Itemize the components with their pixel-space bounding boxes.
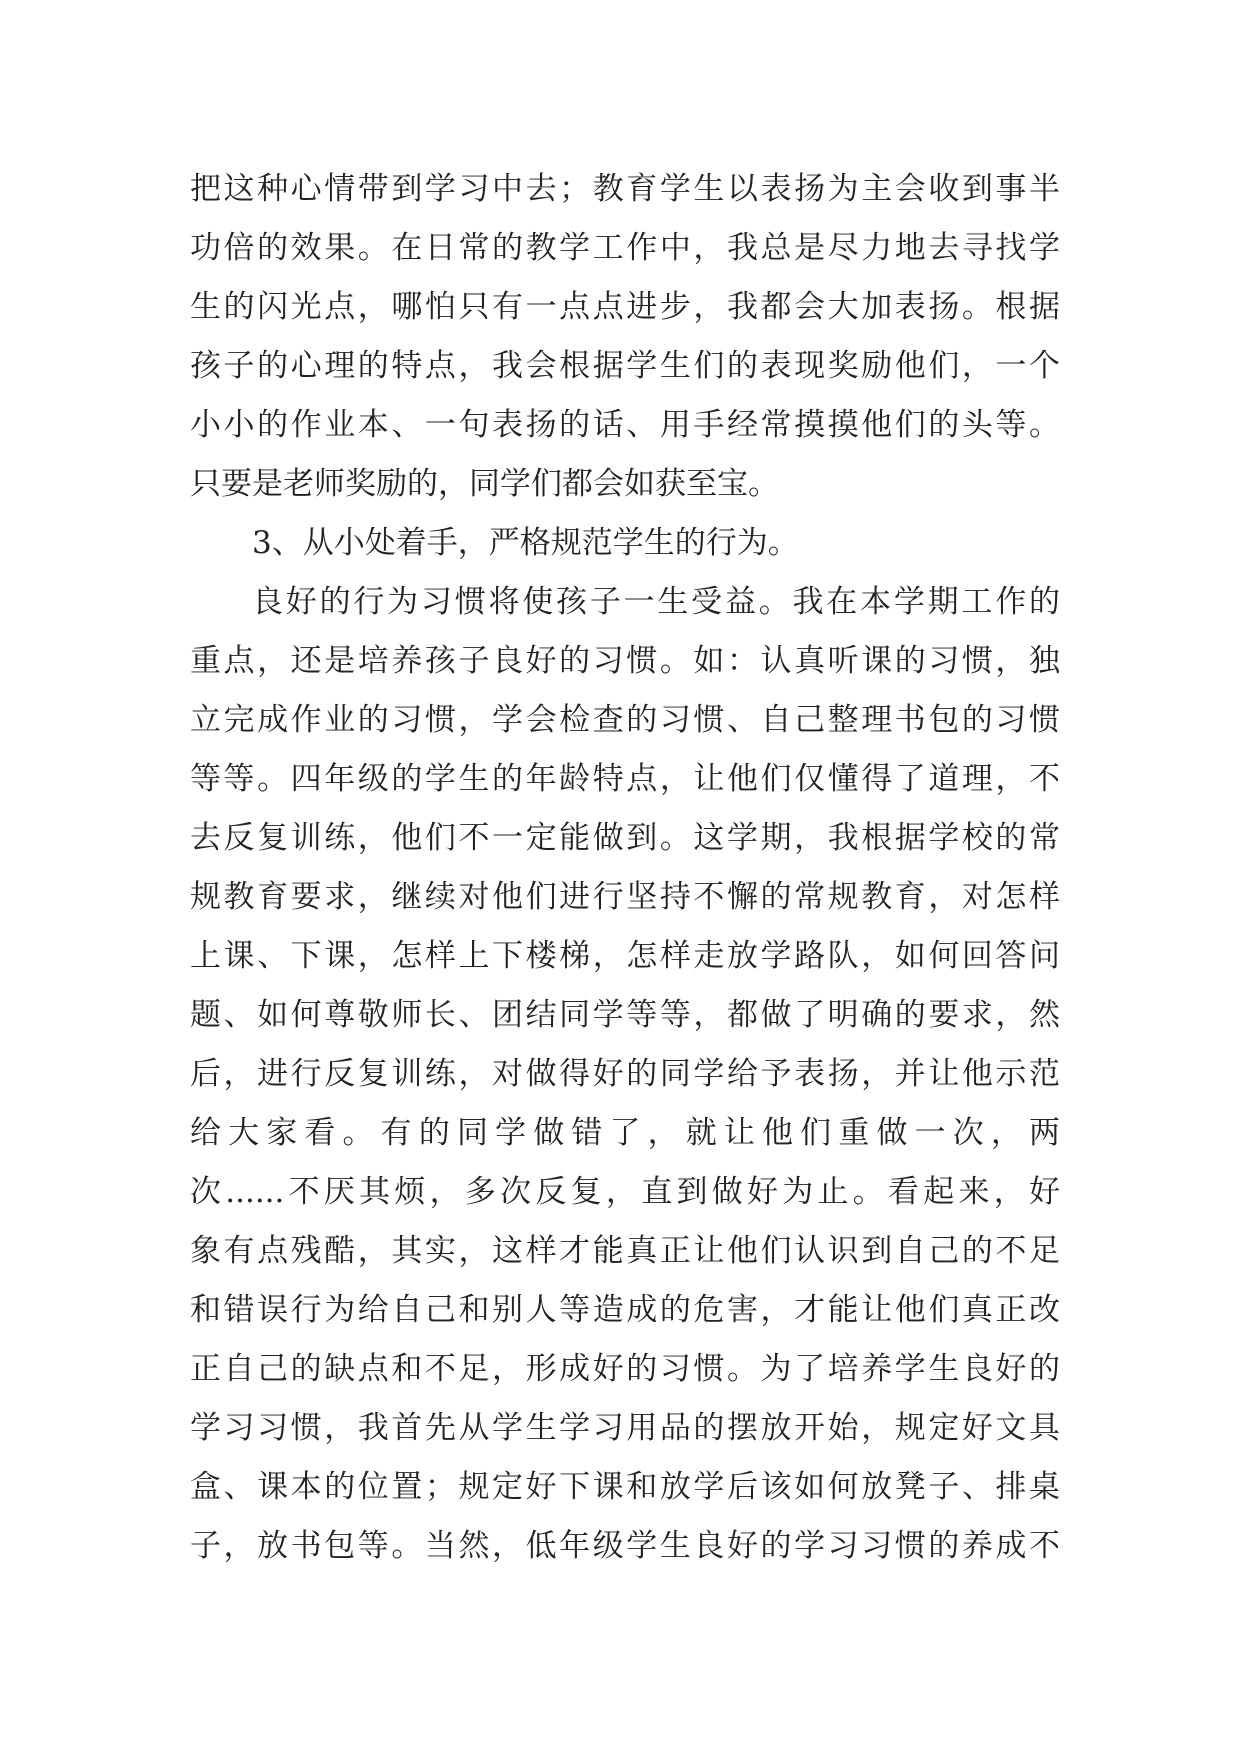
body-text xyxy=(190,160,1060,1576)
text-line: 生的闪光点，哪怕只有一点点进步，我都会大加表扬。根据 xyxy=(190,289,1060,325)
text-line: 后，进行反复训练，对做得好的同学给予表扬，并让他示范 xyxy=(190,1056,1060,1092)
text-line: 去反复训练，他们不一定能做到。这学期，我根据学校的常 xyxy=(190,820,1060,856)
text-line: 和错误行为给自己和别人等造成的危害，才能让他们真正改 xyxy=(190,1292,1060,1328)
text-line: 盒、课本的位置；规定好下课和放学后该如何放凳子、排桌 xyxy=(190,1469,1060,1505)
text-line: 良好的行为习惯将使孩子一生受益。我在本学期工作的 xyxy=(252,584,1060,620)
text-line: 立完成作业的习惯，学会检查的习惯、自己整理书包的习惯 xyxy=(190,702,1060,738)
text-line: 重点，还是培养孩子良好的习惯。如：认真听课的习惯，独 xyxy=(190,643,1060,679)
text-line: 只要是老师奖励的，同学们都会如获至宝。 xyxy=(190,466,779,502)
text-line: 等等。四年级的学生的年龄特点，让他们仅懂得了道理，不 xyxy=(190,761,1060,797)
text-line: 把这种心情带到学习中去；教育学生以表扬为主会收到事半 xyxy=(190,171,1060,207)
text-line: 子，放书包等。当然，低年级学生良好的学习习惯的养成不 xyxy=(190,1528,1060,1564)
text-line: 正自己的缺点和不足，形成好的习惯。为了培养学生良好的 xyxy=(190,1351,1060,1387)
text-line: 次......不厌其烦，多次反复，直到做好为止。看起来，好 xyxy=(190,1174,1060,1210)
section-heading: 3、从小处着手，严格规范学生的行为。 xyxy=(252,525,799,561)
text-line: 学习习惯，我首先从学生学习用品的摆放开始，规定好文具 xyxy=(190,1410,1060,1446)
text-line: 给大家看。有的同学做错了，就让他们重做一次，两 xyxy=(190,1115,1060,1151)
text-line: 题、如何尊敬师长、团结同学等等，都做了明确的要求，然 xyxy=(190,997,1060,1033)
text-line: 上课、下课，怎样上下楼梯，怎样走放学路队，如何回答问 xyxy=(190,938,1060,974)
text-line: 象有点残酷，其实，这样才能真正让他们认识到自己的不足 xyxy=(190,1233,1060,1269)
text-line: 小小的作业本、一句表扬的话、用手经常摸摸他们的头等。 xyxy=(190,407,1060,443)
text-line: 功倍的效果。在日常的教学工作中，我总是尽力地去寻找学 xyxy=(190,230,1060,266)
text-line: 规教育要求，继续对他们进行坚持不懈的常规教育，对怎样 xyxy=(190,879,1060,915)
text-line: 孩子的心理的特点，我会根据学生们的表现奖励他们，一个 xyxy=(190,348,1060,384)
